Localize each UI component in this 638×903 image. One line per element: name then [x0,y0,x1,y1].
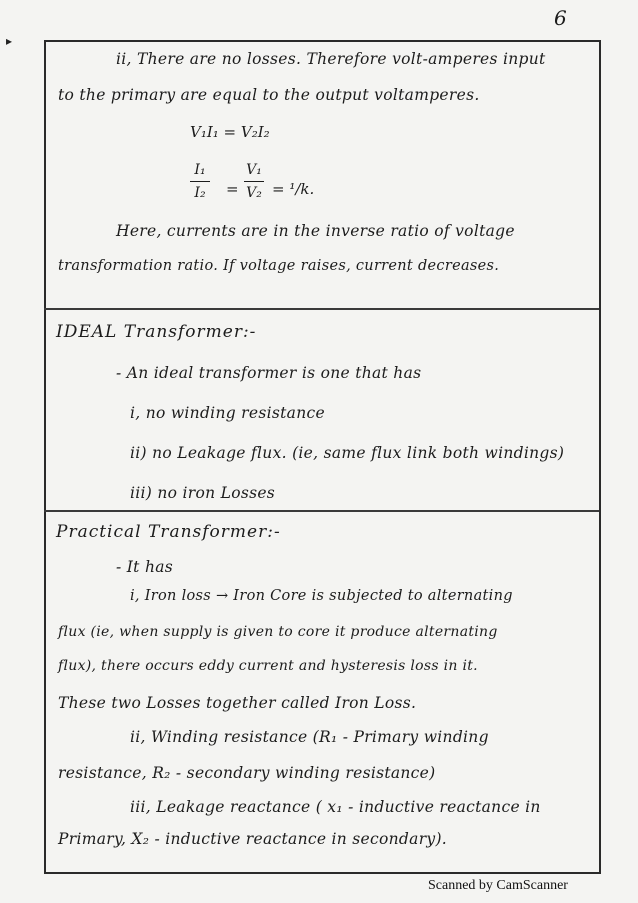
list-item: iii, Leakage reactance ( x₁ - inductive reactance in [130,798,541,816]
fraction-current [190,162,210,201]
text-line: transformation ratio. If voltage raises, current decreases. [58,258,500,274]
list-item: i, Iron loss → Iron Core is subjected to alternating [130,588,513,604]
section-divider [44,510,599,512]
text-line: These two Losses together called Iron Loss. [58,694,417,712]
text-line: flux (ie, when supply is given to core it produce alternating [58,624,498,640]
fraction-voltage [244,162,264,201]
section-heading: IDEAL Transformer:- [56,322,257,342]
ratio-result: = ¹/k. [272,180,315,198]
text-line: resistance, R₂ - secondary winding resistance) [58,764,436,782]
text-line: ii, There are no losses. Therefore volt-amperes input [116,50,546,68]
fraction-numerator: I₁ [194,162,206,178]
fraction-denominator: I₂ [194,185,206,201]
margin-mark: ▸ [6,34,13,48]
list-item: ii, Winding resistance (R₁ - Primary winding [130,728,489,746]
fraction-denominator: V₂ [246,185,262,201]
equals-sign: = [226,180,239,198]
fraction-bar [190,181,210,182]
text-line: - An ideal transformer is one that has [116,364,422,382]
scanner-watermark: Scanned by CamScanner [428,878,568,893]
page-number: 6 [554,6,567,30]
text-line: - It has [116,558,174,576]
text-line: Primary, X₂ - inductive reactance in secondary). [58,830,448,848]
list-item: i, no winding resistance [130,404,325,422]
list-item: ii) no Leakage flux. (ie, same flux link both windings) [130,444,565,462]
text-line: flux), there occurs eddy current and hysteresis loss in it. [58,658,478,674]
list-item: iii) no iron Losses [130,484,276,502]
fraction-bar [244,181,264,182]
text-line: Here, currents are in the inverse ratio of voltage [116,222,515,240]
fraction-numerator: V₁ [246,162,262,178]
section-heading: Practical Transformer:- [56,522,281,542]
section-divider [44,308,599,310]
text-line: to the primary are equal to the output voltamperes. [58,86,480,104]
equation: V₁I₁ = V₂I₂ [190,123,270,141]
